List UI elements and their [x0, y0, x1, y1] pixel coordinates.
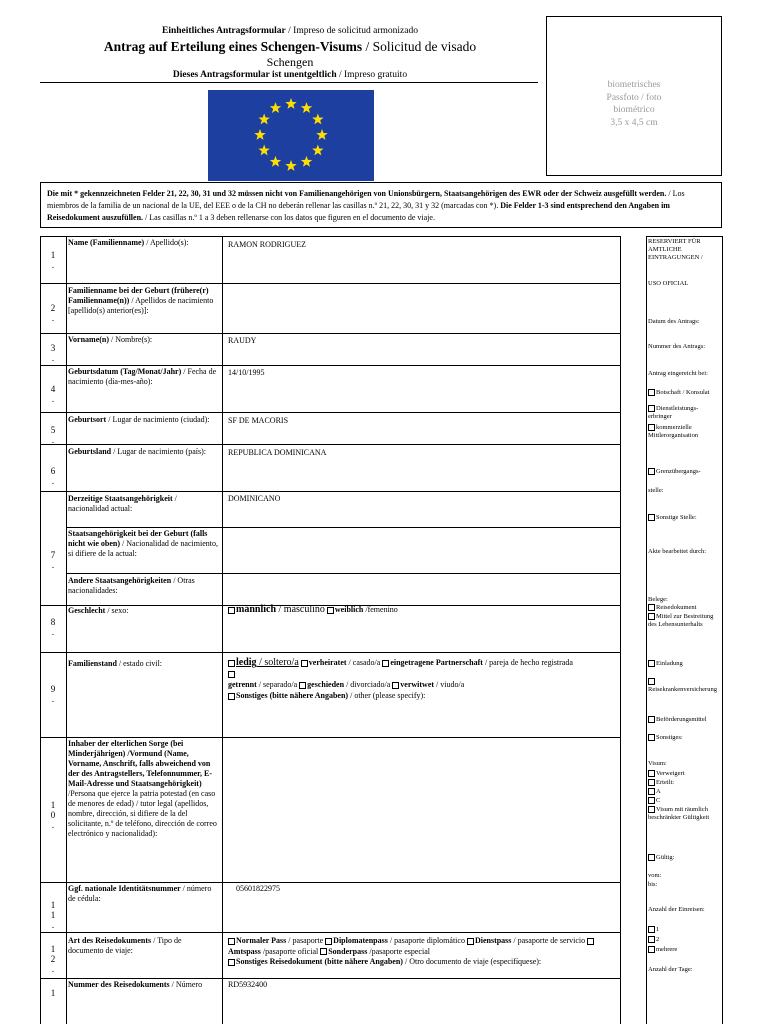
current-nationality-value[interactable]: DOMINICANO — [228, 494, 281, 503]
sex-options: männlich / masculino weiblich /femenino — [228, 605, 614, 616]
other-docs-option: Sonstiges: — [648, 734, 714, 742]
guardian-label: Inhaber der elterlichen Sorge (bei Minderjährigen) /Vormund (Name, Vorname, Anschrift, falls abweichend von der des Antragstellers, Telefonnummer, E-Mail-Adresse und Staatsangehörigkeit) /Persona que ejerce la patria potestad (en caso de menores de edad) / tutor legal (apellidos, nombre, dirección, si difiere de la del solicitante, n.º de teléfono, dirección de correo electrónico y nacionalidad): — [68, 739, 217, 838]
means-of-subsistence-option: Mittel zur Bestreitung des Lebensunterhalts — [648, 613, 714, 628]
birth-place-label: Geburtsort / Lugar de nacimiento (ciudad): — [68, 415, 210, 424]
form-title-line1: Einheitliches Antragsformular / Impreso de solicitud armonizado — [162, 26, 418, 36]
surname-value[interactable]: RAMON RODRIGUEZ — [228, 240, 306, 249]
application-number-label: Nummer des Antrags: — [648, 343, 706, 350]
separated-checkbox[interactable] — [228, 671, 235, 678]
field-number-3: 3 . — [50, 343, 56, 363]
special-passport-checkbox[interactable] — [320, 948, 327, 955]
surname-label: Name (Familienname) / Apellido(s): — [68, 238, 189, 247]
birth-country-value[interactable]: REPUBLICA DOMINICANA — [228, 448, 327, 457]
nationality-at-birth-label: Staatsangehörigkeit bei der Geburt (falls nicht wie oben) / Nacionalidad de nacimiento, si difiere de la actual: — [68, 529, 218, 558]
field-number-10: 1 0 . — [50, 800, 56, 830]
invitation-option: Einladung — [648, 660, 714, 668]
embassy-option: Botschaft / Konsulat — [648, 389, 714, 397]
female-checkbox[interactable] — [327, 607, 334, 614]
married-checkbox[interactable] — [301, 660, 308, 667]
birth-surname-label: Familienname bei der Geburt (frühere(r) Familienname(n)) / Apellidos de nacimiento [apellido(s) anterior(es)]: — [68, 286, 214, 315]
eu-flag-icon — [208, 90, 374, 181]
form-title: Antrag auf Erteilung eines Schengen-Visums / Solicitud de visado — [103, 39, 477, 54]
travel-document-option: Reisedokument — [648, 604, 714, 612]
number-of-entries-label: Anzahl der Einreisen: — [648, 906, 705, 913]
other-nationalities-label: Andere Staatsangehörigkeiten / Otras nacionalidades: — [68, 576, 195, 595]
first-name-label: Vorname(n) / Nombre(s): — [68, 335, 153, 344]
entries-2-option: 2 — [648, 936, 714, 944]
field-number-6: 6 . — [50, 466, 56, 486]
sex-label: Geschlecht / sexo: — [68, 606, 129, 615]
national-id-label: Ggf. nationale Identitätsnummer / número de cédula: — [68, 884, 212, 903]
divorced-checkbox[interactable] — [299, 682, 306, 689]
marital-status-options: ledig / soltero/a verheiratet / casado/a eingetragene Partnerschaft / pareja de hecho registrada getrennt / separado/a geschieden / divorciado/a verwitwet / viudo/a Sonstiges (bitte nähere Angaben) / other (please specify): — [228, 657, 573, 700]
entries-multiple-option: mehrere — [648, 946, 714, 954]
refused-option: Verweigert — [648, 770, 714, 778]
form-title-line3: Schengen — [266, 55, 314, 69]
supporting-docs-label: Belege: — [648, 596, 668, 603]
national-id-value[interactable]: 05601822975 — [236, 884, 280, 893]
service-passport-checkbox[interactable] — [467, 938, 474, 945]
official-use-heading: RESERVIERT FÜR AMTLICHE EINTRAGUNGEN / — [648, 238, 703, 261]
field-number-8: 8 . — [50, 617, 56, 637]
current-nationality-label: Derzeitige Staatsangehörigkeit / nacionalidad actual: — [68, 494, 177, 513]
visa-a-option: A — [648, 788, 714, 796]
official-passport-checkbox[interactable] — [587, 938, 594, 945]
number-of-days-label: Anzahl der Tage: — [648, 966, 693, 973]
document-type-label: Art des Reisedokuments / Tipo de documento de viaje: — [68, 936, 182, 955]
document-number-label: Nummer des Reisedokuments / Número — [68, 980, 203, 989]
application-date-label: Datum des Antrags: — [648, 318, 700, 325]
first-name-value[interactable]: RAUDY — [228, 336, 257, 345]
border-crossing-option-cont: stelle: — [648, 487, 664, 494]
document-type-options: Normaler Pass / pasaporte Diplomatenpass / pasaporte diplomático Dienstpass / pasaporte de servicio Amtspass /pasaporte oficial Sonderpass /pasaporte especial Sonstiges Reisedokument (bitte nähere Angaben) / Otro documento de viaje (especifíquese): — [228, 936, 614, 968]
widowed-checkbox[interactable] — [392, 682, 399, 689]
visa-label: Visum: — [648, 760, 667, 767]
field-number-11: 1 1 . — [50, 900, 56, 930]
official-use-subheading: USO OFICIAL — [648, 280, 689, 287]
birth-date-label: Geburtsdatum (Tag/Monat/Jahr) / Fecha de nacimiento (día-mes-año): — [68, 367, 217, 386]
transport-option: Beförderungsmittel — [648, 716, 714, 724]
document-number-value[interactable]: RD5932400 — [228, 980, 268, 989]
male-checkbox[interactable] — [228, 607, 235, 614]
field-number-2: 2 . — [50, 303, 56, 323]
valid-from-label: vom: — [648, 872, 662, 879]
ltv-option: Visum mit räumlich beschränkter Gültigkeit — [648, 806, 710, 821]
birth-place-value[interactable]: SF DE MACORIS — [228, 416, 289, 425]
issued-option: Erteilt: — [648, 779, 714, 787]
single-checkbox[interactable] — [228, 660, 235, 667]
other-status-checkbox[interactable] — [228, 693, 235, 700]
valid-until-label: bis: — [648, 881, 658, 888]
field-number-1: 1 . — [50, 250, 56, 270]
field-number-9: 9 . — [50, 684, 56, 704]
ordinary-passport-checkbox[interactable] — [228, 938, 235, 945]
field-number-7: 7 . — [50, 550, 56, 570]
service-provider-option: Dienstleistungs-erbringer — [648, 405, 699, 420]
visa-c-option: C — [648, 797, 714, 805]
submitted-at-label: Antrag eingereicht bei: — [648, 370, 708, 377]
intermediary-option: kommerzielle Mittlerorganisation — [648, 424, 699, 439]
birth-date-value[interactable]: 14/10/1995 — [228, 368, 265, 377]
field-number-4: 4 . — [50, 384, 56, 404]
other-document-checkbox[interactable] — [228, 959, 235, 966]
diplomatic-passport-checkbox[interactable] — [325, 938, 332, 945]
marital-status-label: Familienstand / estado civil: — [68, 659, 163, 668]
photo-placeholder: biometrisches Passfoto / foto biométrico 3,5 x 4,5 cm — [606, 80, 662, 128]
travel-insurance-option: Reisekrankenversicherung — [648, 678, 714, 694]
birth-country-label: Geburtsland / Lugar de nacimiento (país): — [68, 447, 206, 456]
border-crossing-option: Grenzübergangs- — [648, 468, 714, 476]
field-number-5: 5 . — [50, 425, 56, 445]
entries-1-option: 1 — [648, 926, 714, 934]
valid-option: Gültig: — [648, 854, 714, 862]
field-number-12: 1 2 . — [50, 944, 56, 974]
registered-partnership-checkbox[interactable] — [382, 660, 389, 667]
header-divider — [40, 82, 538, 83]
other-office-option: Sonstige Stelle: — [648, 514, 714, 522]
field-number-13: 1 — [50, 988, 56, 998]
free-of-charge-note: Dieses Antragsformular ist unentgeltlich / Impreso gratuito — [172, 70, 408, 80]
handled-by-label: Akte bearbeitet durch: — [648, 548, 707, 555]
instruction-notice: Die mit * gekennzeichneten Felder 21, 22, 30, 31 und 32 müssen nicht von Familienangehörigen von Unionsbürgern, Staatsangehörigen des EWR oder der Schweiz ausgefüllt werden. / Los miembros de la familia de un nacional de la UE, del EEE o de la CH no deberán rellenar las casillas n.º 21, 22, 30, 31 y 32 (marcadas con *). Die Felder 1-3 sind entsprechend den Angaben im Reisedokument auszufüllen. / Las casillas n.º 1 a 3 deben rellenarse con los datos que figuren en el documento de viaje. — [40, 182, 722, 228]
